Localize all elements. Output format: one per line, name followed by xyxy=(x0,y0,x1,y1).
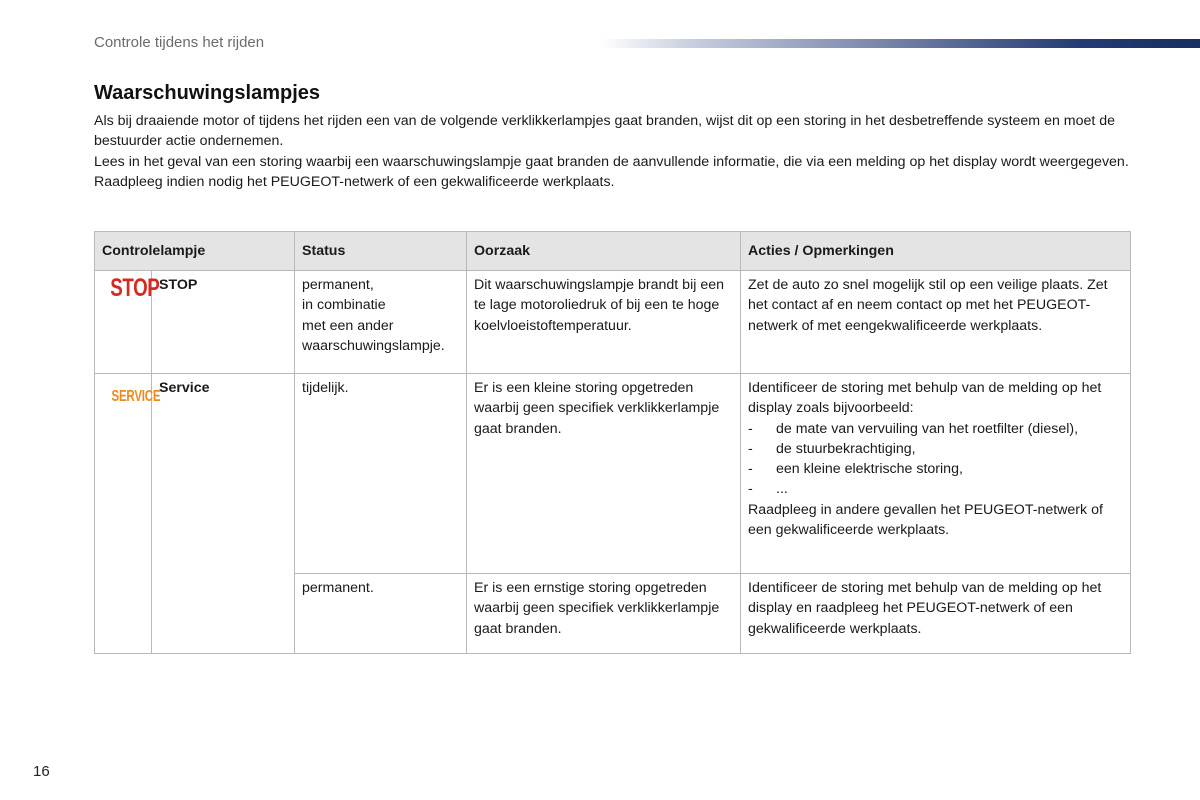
stop-icon-cell xyxy=(95,271,160,374)
column-header-oorzaak: Oorzaak xyxy=(467,232,741,271)
warning-lamps-table xyxy=(94,231,1131,654)
cause-cell-service-permanent: Er is een ernstige storing opgetreden waarbij geen specifiek verklikkerlampje gaat branden. xyxy=(467,574,741,654)
column-header-acties: Acties / Opmerkingen xyxy=(741,232,1131,271)
status-line: permanent, xyxy=(302,277,374,293)
stop-warning-icon: STOP xyxy=(110,274,160,302)
status-cell-service-temporary: tijdelijk. xyxy=(295,374,467,574)
list-item: - ... xyxy=(748,479,1123,499)
page-number: 16 xyxy=(33,763,50,780)
list-item: - een kleine elektrische storing, xyxy=(748,459,1123,479)
lamp-name-service: Service xyxy=(152,374,295,654)
service-warning-icon: SERVICE xyxy=(111,388,161,405)
list-item: - de mate van vervuiling van het roetfilter (diesel), xyxy=(748,419,1123,439)
action-cell-stop: Zet de auto zo snel mogelijk stil op een veilige plaats. Zet het contact af en neem contact op met het PEUGEOT-netwerk of met eengekwalificeerde werkplaats. xyxy=(741,271,1131,374)
cause-cell-service-temporary: Er is een kleine storing opgetreden waarbij geen specifiek verklikkerlampje gaat branden. xyxy=(467,374,741,574)
column-header-controlelampje: Controlelampje xyxy=(95,232,295,271)
intro-paragraph: Raadpleeg indien nodig het PEUGEOT-netwerk of een gekwalificeerde werkplaats. xyxy=(94,173,615,190)
action-cell-service-permanent: Identificeer de storing met behulp van de melding op het display en raadpleeg het PEUGEOT-netwerk of een gekwalificeerde werkplaats. xyxy=(741,574,1131,654)
lamp-name-stop: STOP xyxy=(152,271,295,374)
intro-paragraph: Als bij draaiende motor of tijdens het rijden een van de volgende verklikkerlampjes gaat branden, wijst dit op een storing in het desbetreffende systeem en moet de bestuurder actie ondernemen. xyxy=(94,113,1116,150)
action-intro: Identificeer de storing met behulp van de melding op het display zoals bijvoorbeeld: xyxy=(748,380,1102,417)
action-cell-service-temporary xyxy=(741,374,1131,574)
intro-paragraph: Lees in het geval van een storing waarbij een waarschuwingslampje gaat branden de aanvullende informatie, die via een melding op het display wordt weergegeven. xyxy=(94,153,1129,170)
status-line: waarschuwingslampje. xyxy=(302,337,445,354)
table-row-stop xyxy=(95,271,1131,374)
status-cell-stop xyxy=(295,271,467,374)
action-list xyxy=(748,419,1123,500)
header-gradient-bar xyxy=(600,39,1200,48)
intro-text xyxy=(94,111,1134,192)
status-line: met een ander xyxy=(302,317,394,334)
list-item: - de stuurbekrachtiging, xyxy=(748,439,1123,459)
service-icon-cell xyxy=(95,374,161,654)
page-heading: Waarschuwingslampjes xyxy=(94,82,320,104)
table-row-service-temporary xyxy=(95,374,1131,574)
action-outro: Raadpleeg in andere gevallen het PEUGEOT-netwerk of een gekwalificeerde werkplaats. xyxy=(748,501,1103,539)
status-cell-service-permanent: permanent. xyxy=(295,574,467,654)
cause-cell-stop: Dit waarschuwingslampje brandt bij een te lage motoroliedruk of bij een te hoge koelvloeistoftemperatuur. xyxy=(467,271,741,374)
table-header-row xyxy=(95,232,1131,271)
section-title: Controle tijdens het rijden xyxy=(94,34,265,51)
status-line: in combinatie xyxy=(302,297,386,314)
column-header-status: Status xyxy=(295,232,467,271)
